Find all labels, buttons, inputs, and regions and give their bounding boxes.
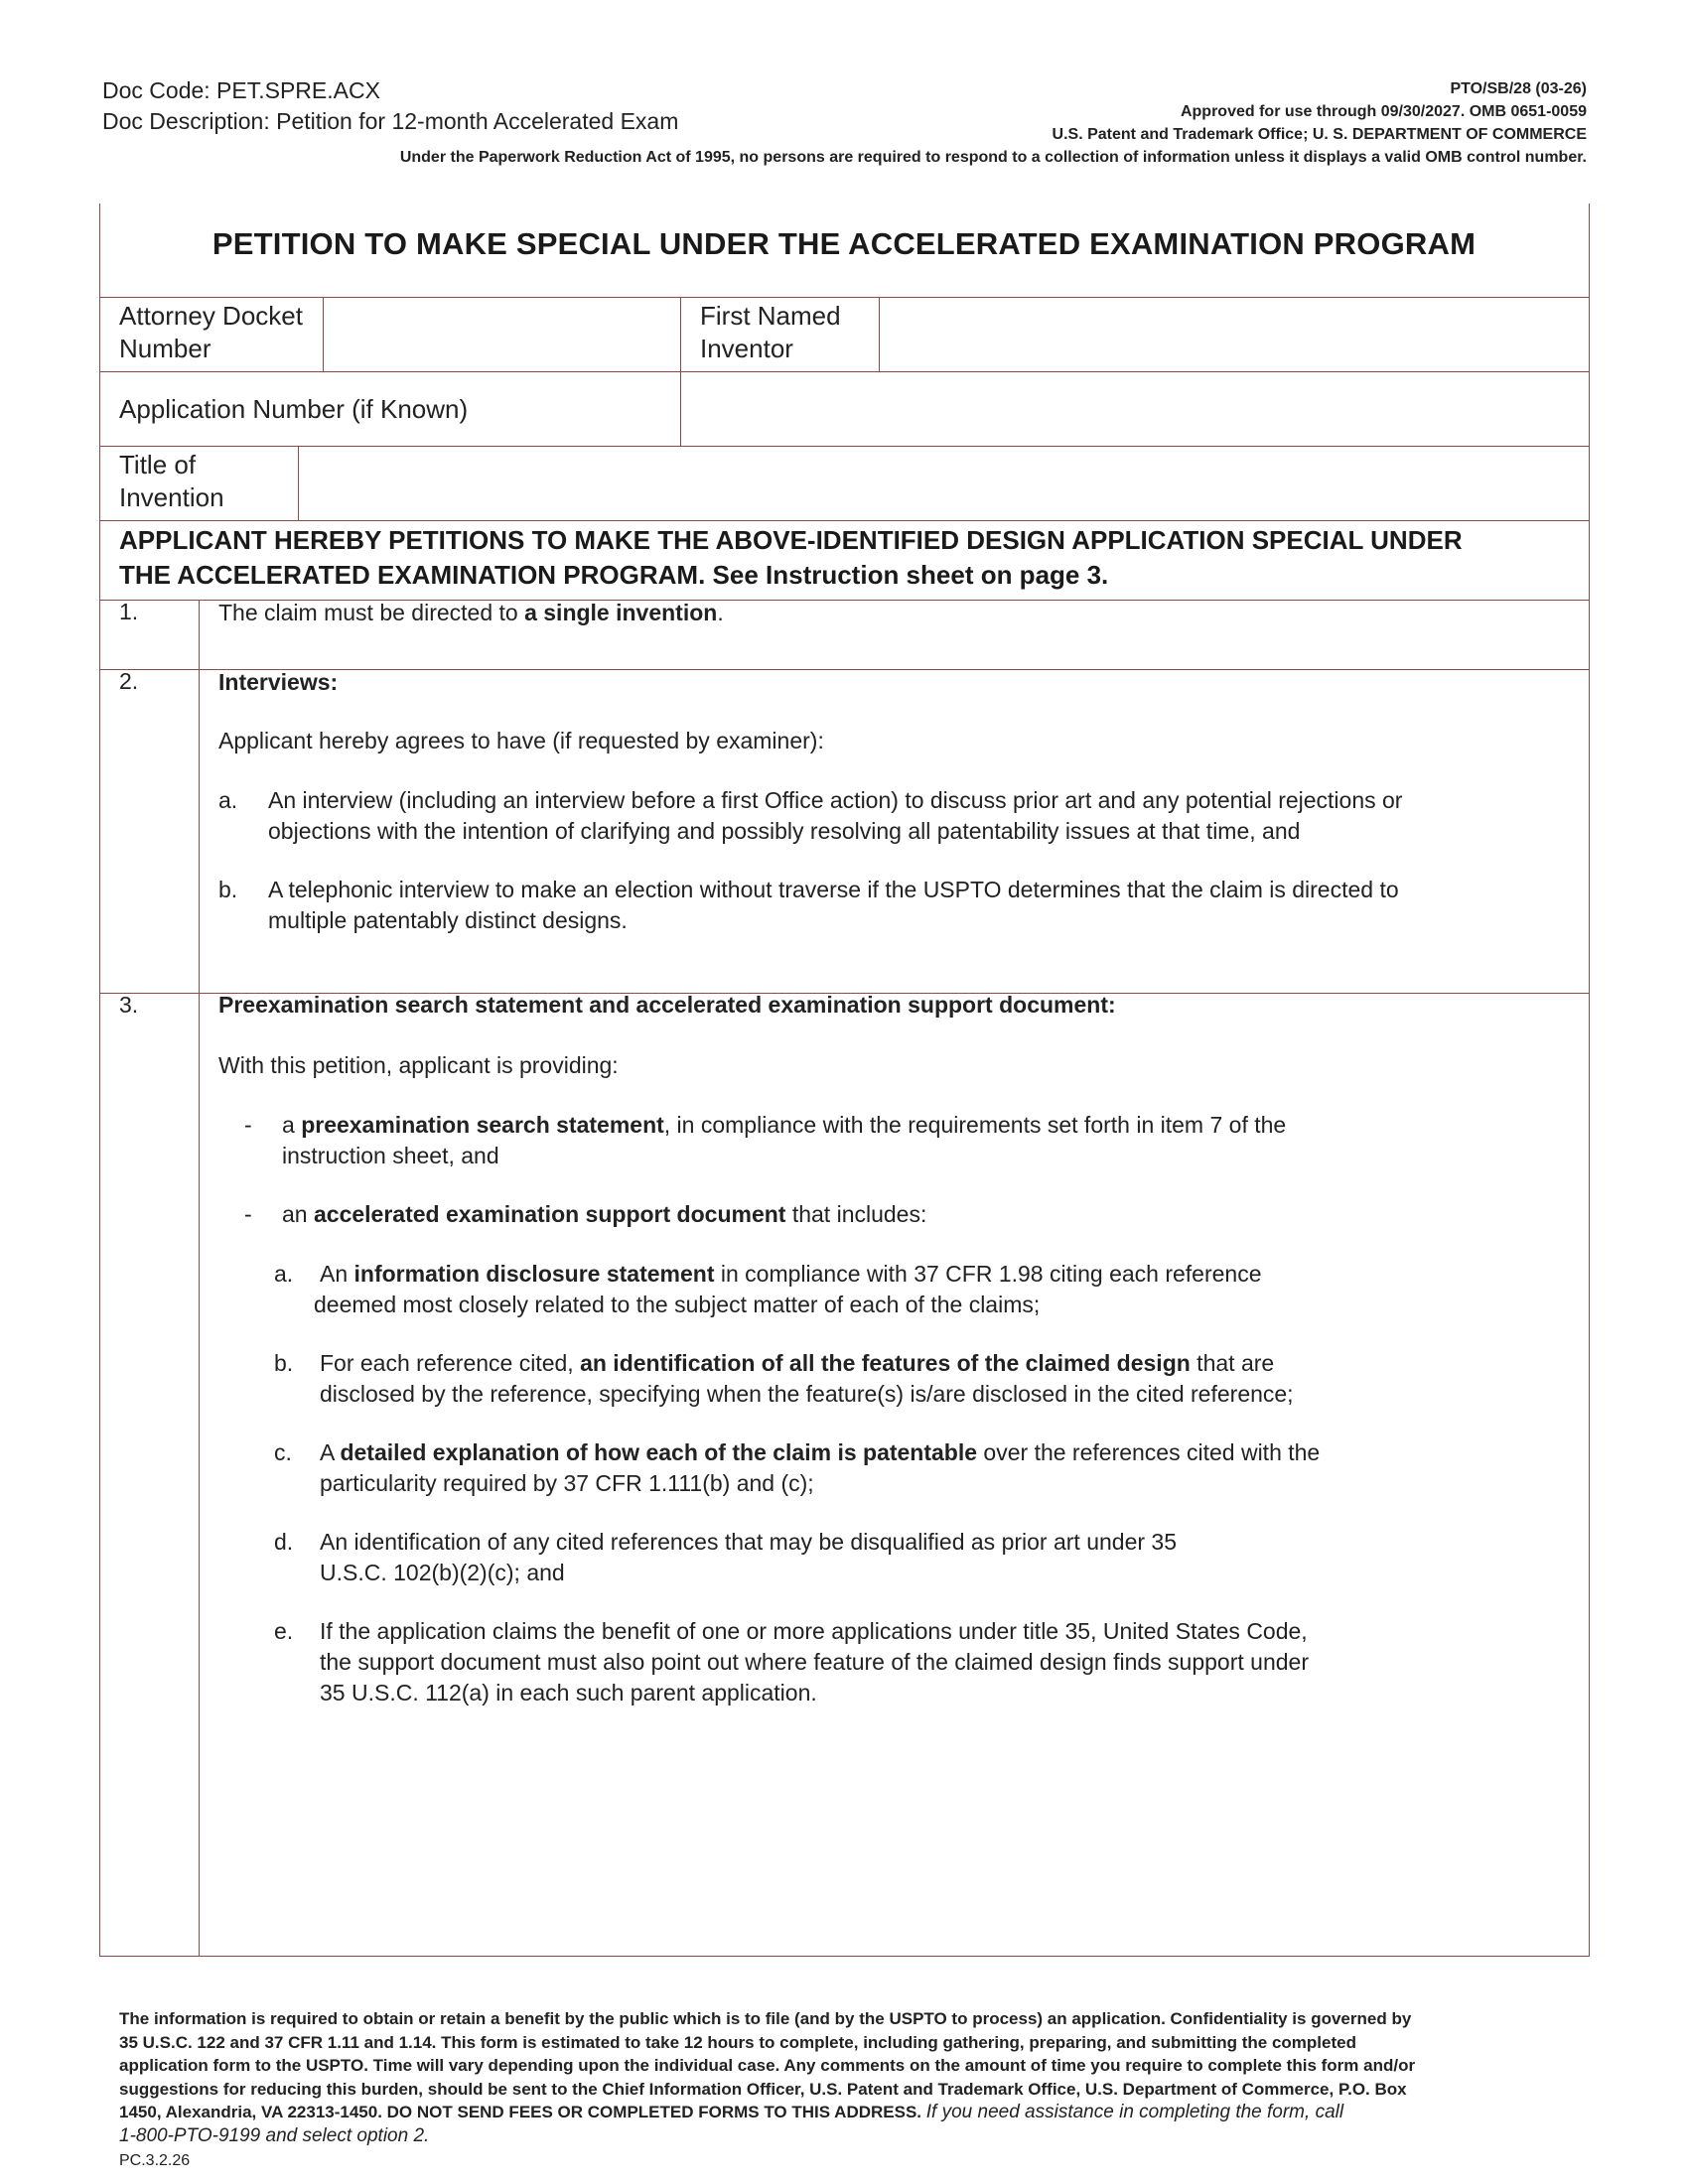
item-3-heading: Preexamination search statement and accelerated examination support document: <box>218 992 1116 1018</box>
title-of-invention-label: Title of Invention <box>119 450 224 512</box>
issuing-office: U.S. Patent and Trademark Office; U. S. DEPARTMENT OF COMMERCE <box>1052 126 1587 143</box>
title-of-invention-field[interactable] <box>303 449 1584 516</box>
document-header-right <box>400 77 1587 169</box>
item-2a-text: An interview (including an interview before a first Office action) to discuss prior art and any potential rejections or objections with the intention of clarifying and possibly resolving all patentability issues at that time, and <box>268 787 1403 844</box>
item-2-number: 2. <box>119 668 139 694</box>
item-3c-label: c. <box>274 1439 292 1465</box>
application-number-field[interactable] <box>685 375 1584 443</box>
page-code: PC.3.2.26 <box>119 2152 191 2169</box>
doc-description: Doc Description: Petition for 12-month Accelerated Exam <box>102 108 679 134</box>
paperwork-notice: Under the Paperwork Reduction Act of 1995, no persons are required to respond to a collection of information unless it displays a valid OMB control number. <box>399 149 1587 166</box>
item-3-dash-2: - <box>244 1201 252 1227</box>
item-2-intro: Applicant hereby agrees to have (if requested by examiner): <box>218 728 824 753</box>
item-3-dash-1: - <box>244 1112 252 1138</box>
item-2b-text: A telephonic interview to make an election without traverse if the USPTO determines that the claim is directed to multiple patentably distinct designs. <box>268 877 1399 933</box>
item-2-heading: Interviews: <box>218 669 339 695</box>
first-inventor-field[interactable] <box>884 300 1584 367</box>
item-1-text: The claim must be directed to a single invention. <box>218 600 724 625</box>
petition-statement: APPLICANT HEREBY PETITIONS TO MAKE THE ABOVE-IDENTIFIED DESIGN APPLICATION SPECIAL UNDER THE ACCELERATED EXAMINATION PROGRAM. See Instruction sheet on page 3. <box>119 525 1463 590</box>
item-3d-text: An identification of any cited references that may be disqualified as prior art under 35 U.S.C. 102(b)(2)(c); and <box>320 1529 1177 1585</box>
attorney-docket-label: Attorney Docket Number <box>119 301 303 363</box>
item-3e-text: If the application claims the benefit of one or more applications under title 35, United States Code, the support document must also point out where feature of the claimed design finds support under 35 U.S.C. 112(a) in each such parent application. <box>320 1618 1309 1706</box>
first-inventor-label: First Named Inventor <box>700 301 841 363</box>
item-3-support-document: an accelerated examination support document that includes: <box>282 1201 927 1227</box>
item-2a-label: a. <box>218 787 238 813</box>
item-3a-label: a. <box>274 1261 294 1287</box>
item-3-search-statement: a preexamination search statement, in compliance with the requirements set forth in item 7 of the instruction sheet, and <box>282 1112 1287 1168</box>
doc-code: Doc Code: PET.SPRE.ACX <box>102 77 380 103</box>
item-1-number: 1. <box>119 599 139 624</box>
item-3b-text: For each reference cited, an identification of all the features of the claimed design that are disclosed by the reference, specifying when the feature(s) is/are disclosed in the cited reference; <box>320 1350 1294 1407</box>
application-number-label: Application Number (if Known) <box>119 394 469 424</box>
item-3c-text: A detailed explanation of how each of the claim is patentable over the references cited with the particularity required by 37 CFR 1.111(b) and (c); <box>320 1439 1321 1496</box>
item-3d-label: d. <box>274 1529 294 1555</box>
form-number: PTO/SB/28 (03-26) <box>1450 80 1587 97</box>
burden-statement: The information is required to obtain or retain a benefit by the public which is to file (and by the USPTO to process) an application. Confidentiality is governed by 35 U.S.C. 122 and 37 CFR 1.11 and 1.14. This form is estimated to take 12 hours to complete, including gathering, preparing, and submitting the completed application form to the USPTO. Time will vary depending upon the individual case. Any comments on the amount of time you require to complete this form and/or suggestions for reducing this burden, should be sent to the Chief Information Officer, U.S. Patent and Trademark Office, U.S. Department of Commerce, P.O. Box 1450, Alexandria, VA 22313-1450. DO NOT SEND FEES OR COMPLETED FORMS TO THIS ADDRESS. If you need assistance in completing the form, call 1-800-PTO-9199 and select option 2. <box>119 2009 1416 2146</box>
form-title: PETITION TO MAKE SPECIAL UNDER THE ACCELERATED EXAMINATION PROGRAM <box>211 226 1477 261</box>
item-3-intro: With this petition, applicant is providing: <box>218 1052 619 1078</box>
attorney-docket-field[interactable] <box>328 300 675 367</box>
item-3a-text: An information disclosure statement in compliance with 37 CFR 1.98 citing each reference deemed most closely related to the subject matter of each of the claims; <box>314 1261 1262 1317</box>
item-2b-label: b. <box>218 877 238 902</box>
item-3-number: 3. <box>119 992 139 1018</box>
omb-approval: Approved for use through 09/30/2027. OMB 0651-0059 <box>1180 103 1587 120</box>
item-3b-label: b. <box>274 1350 294 1376</box>
item-3e-label: e. <box>274 1618 294 1644</box>
